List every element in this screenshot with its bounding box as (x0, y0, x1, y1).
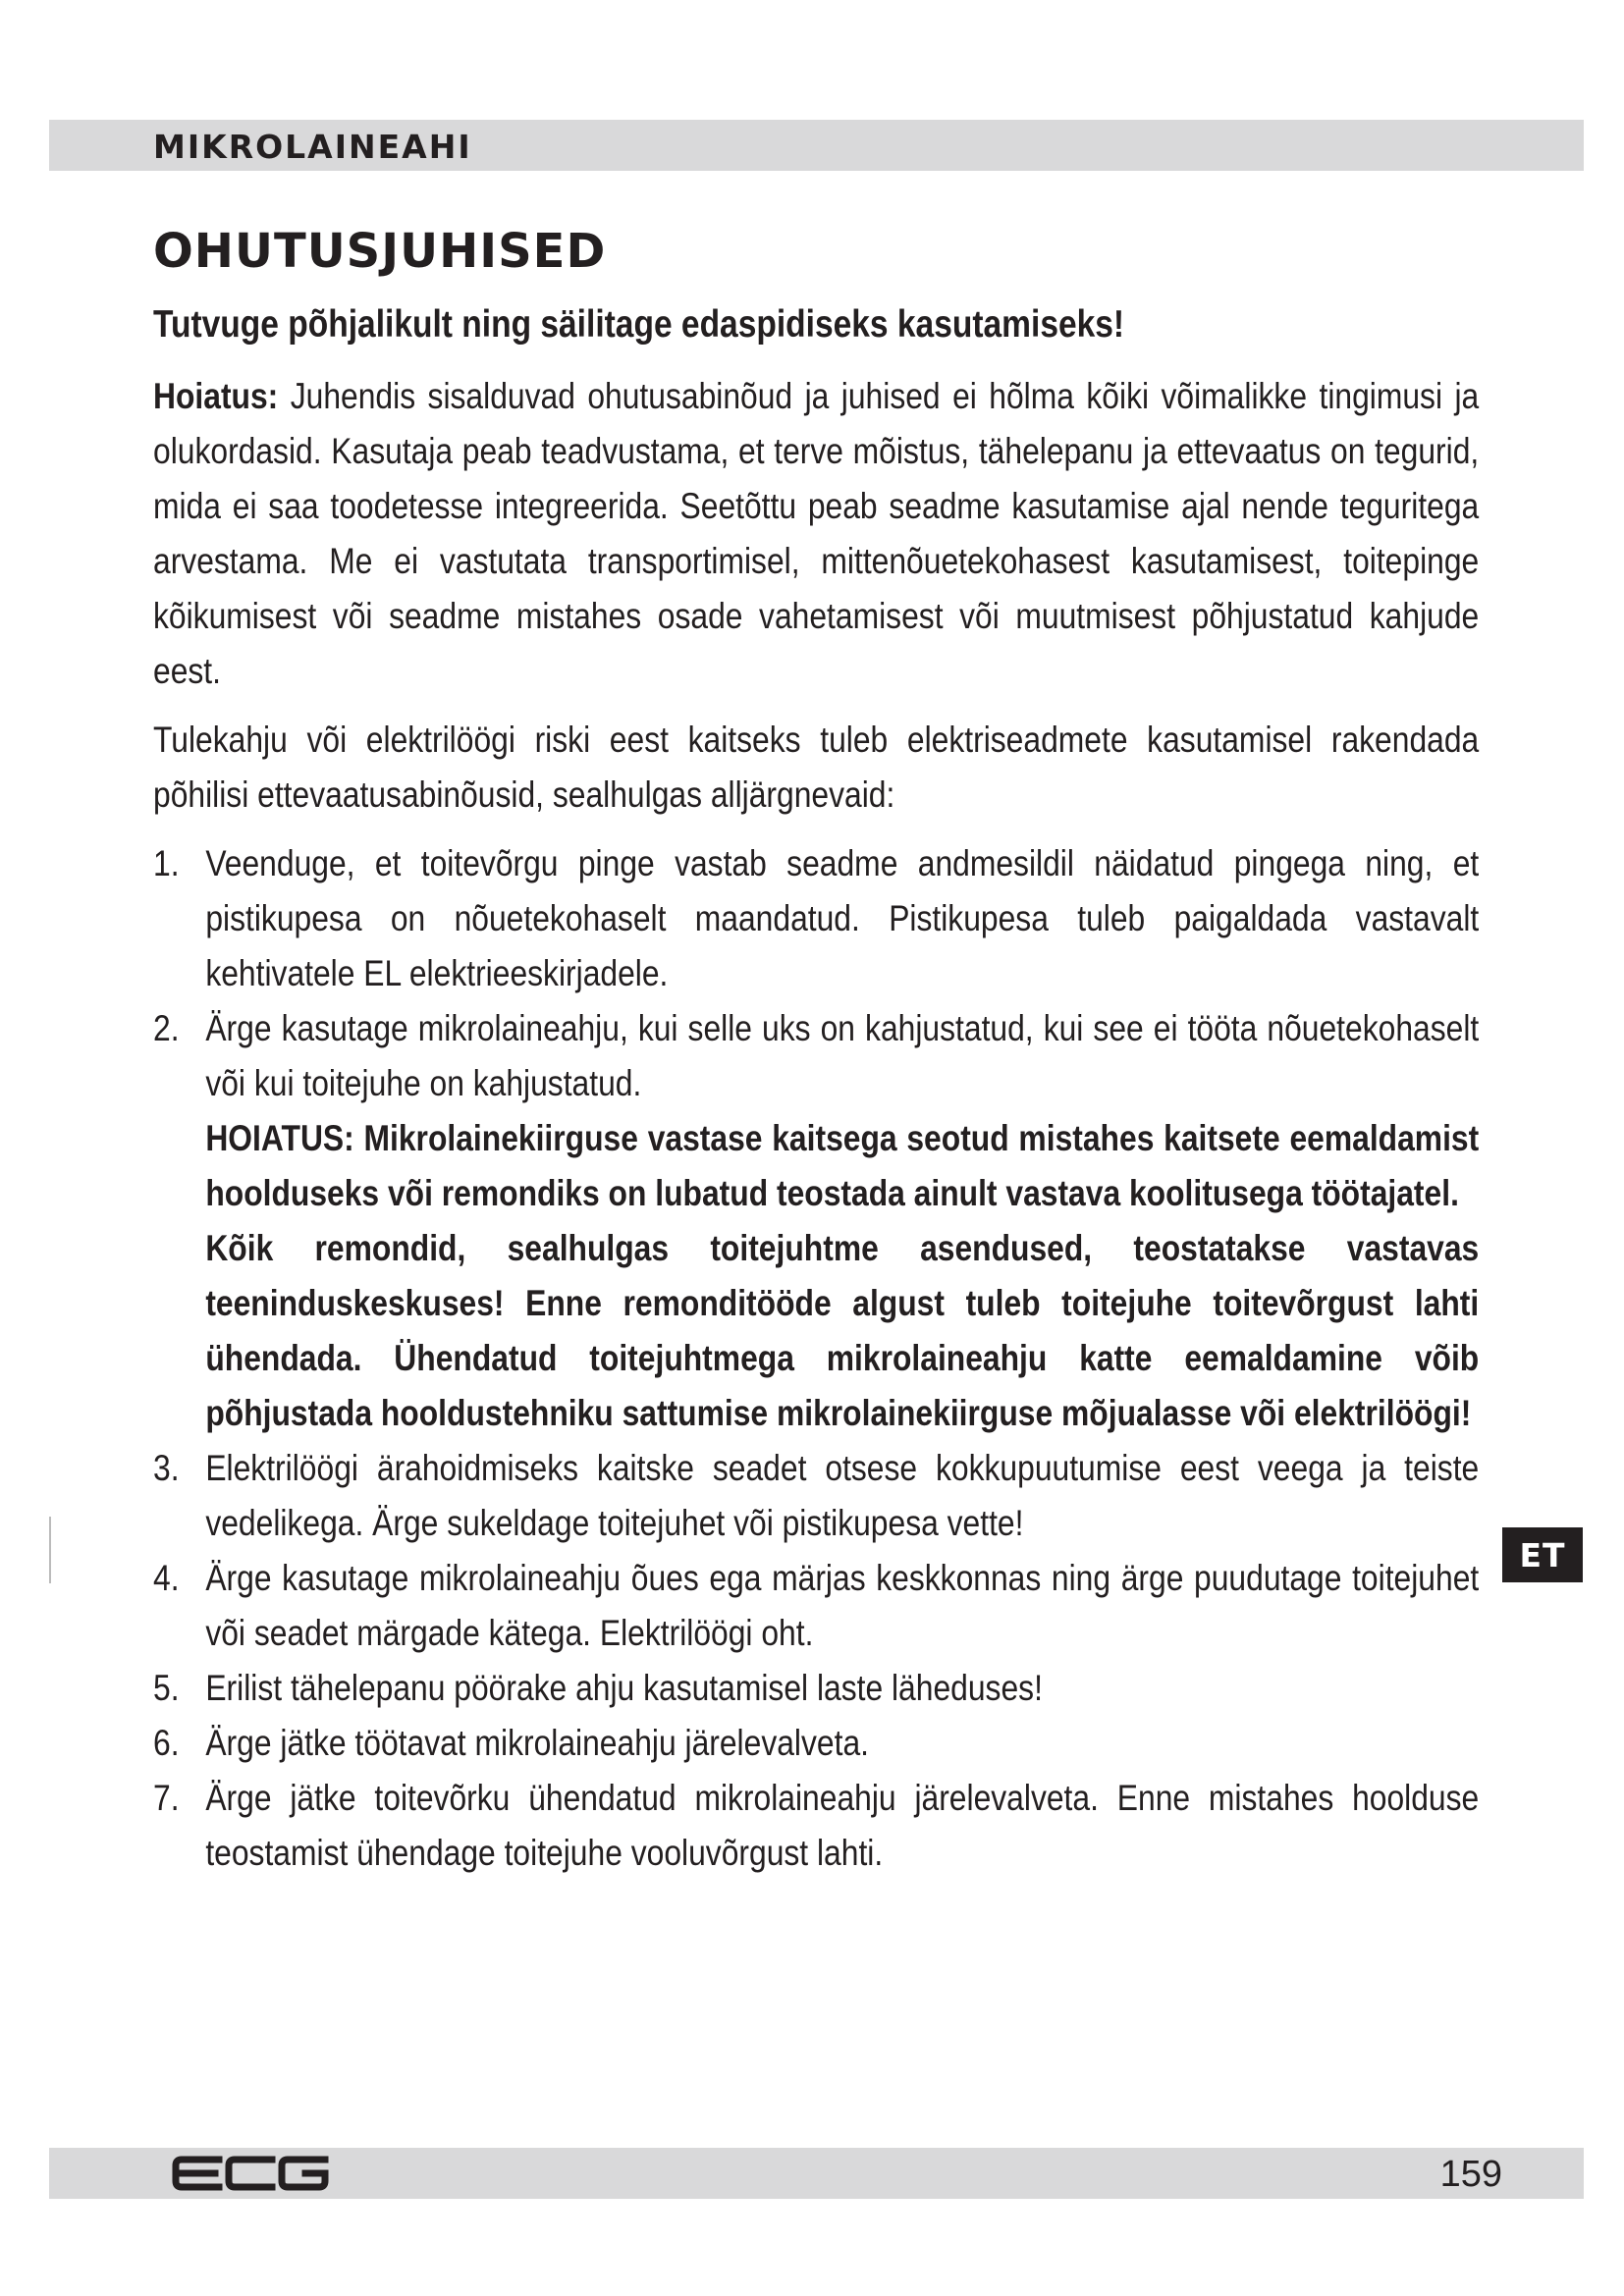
item-text: Veenduge, et toitevõrgu pinge vastab seadme andmesildil näidatud pingega ning, et pistikupesa on nõuetekohaselt maandatud. Pistikupesa tuleb paigaldada vastavalt kehtivatele EL elektrieeskirjadele. (205, 843, 1480, 993)
warning-text: Juhendis sisalduvad ohutusabinõud ja juhised ei hõlma kõiki võimalikke tingimusi ja olukordasid. Kasutaja peab teadvustama, et terve mõistus, tähelepanu ja ettevaatus on tegurid, mida ei saa toodetesse integreerida. Seetõttu peab seadme kasutamise ajal nende teguritega arvestama. Me ei vastutata transportimisel, mittenõuetekohasest kasutamisest, toitepinge kõikumisest või seadme mistahes osade vahetamisest või muutmisest põhjustatud kahjude eest. (153, 376, 1480, 691)
margin-rule (49, 1517, 51, 1583)
item-number: 7. (153, 1778, 180, 1818)
item-warning: Kõik remondid, sealhulgas toitejuhtme asendused, teostatakse vastavas teeninduskeskuses! Enne remonditööde algust tuleb toitejuhe toitevõrgust lahti ühendada. Ühendatud toitejuhtmega mikrolaineahju katte eemaldamine võib põhjustada hooldustehniku sattumise mikrolainekiirguse mõjualasse või elektrilöögi! (205, 1228, 1480, 1433)
list-item (153, 1441, 1479, 1551)
ecg-logo (172, 2152, 329, 2195)
item-number: 5. (153, 1668, 180, 1708)
fire-paragraph: Tulekahju või elektrilöögi riski eest kaitseks tuleb elektriseadmete kasutamisel rakendada põhilisi ettevaatusabinõusid, sealhulgas alljärgnevaid: (153, 720, 1480, 815)
item-text: Ärge kasutage mikrolaineahju õues ega märjas keskkonnas ning ärge puudutage toitejuhet või seadet märgade kätega. Elektrilöögi oht. (205, 1558, 1480, 1653)
item-number: 4. (153, 1558, 180, 1598)
page-number: 159 (1439, 2154, 1502, 2195)
language-tab: ET (1502, 1527, 1583, 1582)
item-number: 6. (153, 1723, 180, 1763)
item-number: 1. (153, 843, 180, 883)
subtitle: Tutvuge põhjalikult ning säilitage edaspidiseks kasutamiseks! (153, 303, 1125, 346)
list-item (153, 1771, 1479, 1881)
item-text: Elektrilöögi ärahoidmiseks kaitske seadet otsese kokkupuutumise eest veega ja teiste vedelikega. Ärge sukeldage toitejuhet või pistikupesa vette! (205, 1448, 1480, 1543)
list-item (153, 1661, 1479, 1716)
list-item (153, 1001, 1479, 1441)
section-label: MIKROLAINEAHI (153, 128, 472, 166)
safety-list (153, 836, 1479, 1881)
page-content (153, 206, 1479, 1881)
page-title: OHUTUSJUHISED (153, 224, 607, 279)
list-item (153, 1551, 1479, 1661)
list-item (153, 1716, 1479, 1771)
list-item (153, 836, 1479, 1001)
header-bar (49, 120, 1584, 171)
item-text: Ärge jätke toitevõrku ühendatud mikrolaineahju järelevalveta. Enne mistahes hoolduse teostamist ühendage toitejuhe vooluvõrgust lahti. (205, 1778, 1480, 1873)
item-number: 2. (153, 1008, 180, 1048)
item-warning: HOIATUS: Mikrolainekiirguse vastase kaitsega seotud mistahes kaitsete eemaldamist hoolduseks või remondiks on lubatud teostada ainult vastava koolitusega töötajatel. (205, 1118, 1480, 1213)
warning-label: Hoiatus: (153, 376, 279, 416)
item-text: Ärge jätke töötavat mikrolaineahju järelevalveta. (205, 1723, 869, 1763)
warning-paragraph (153, 369, 1479, 699)
item-text: Ärge kasutage mikrolaineahju, kui selle uks on kahjustatud, kui see ei tööta nõuetekohaselt või kui toitejuhe on kahjustatud. (205, 1008, 1480, 1103)
item-number: 3. (153, 1448, 180, 1488)
item-text: Erilist tähelepanu pöörake ahju kasutamisel laste läheduses! (205, 1668, 1043, 1708)
